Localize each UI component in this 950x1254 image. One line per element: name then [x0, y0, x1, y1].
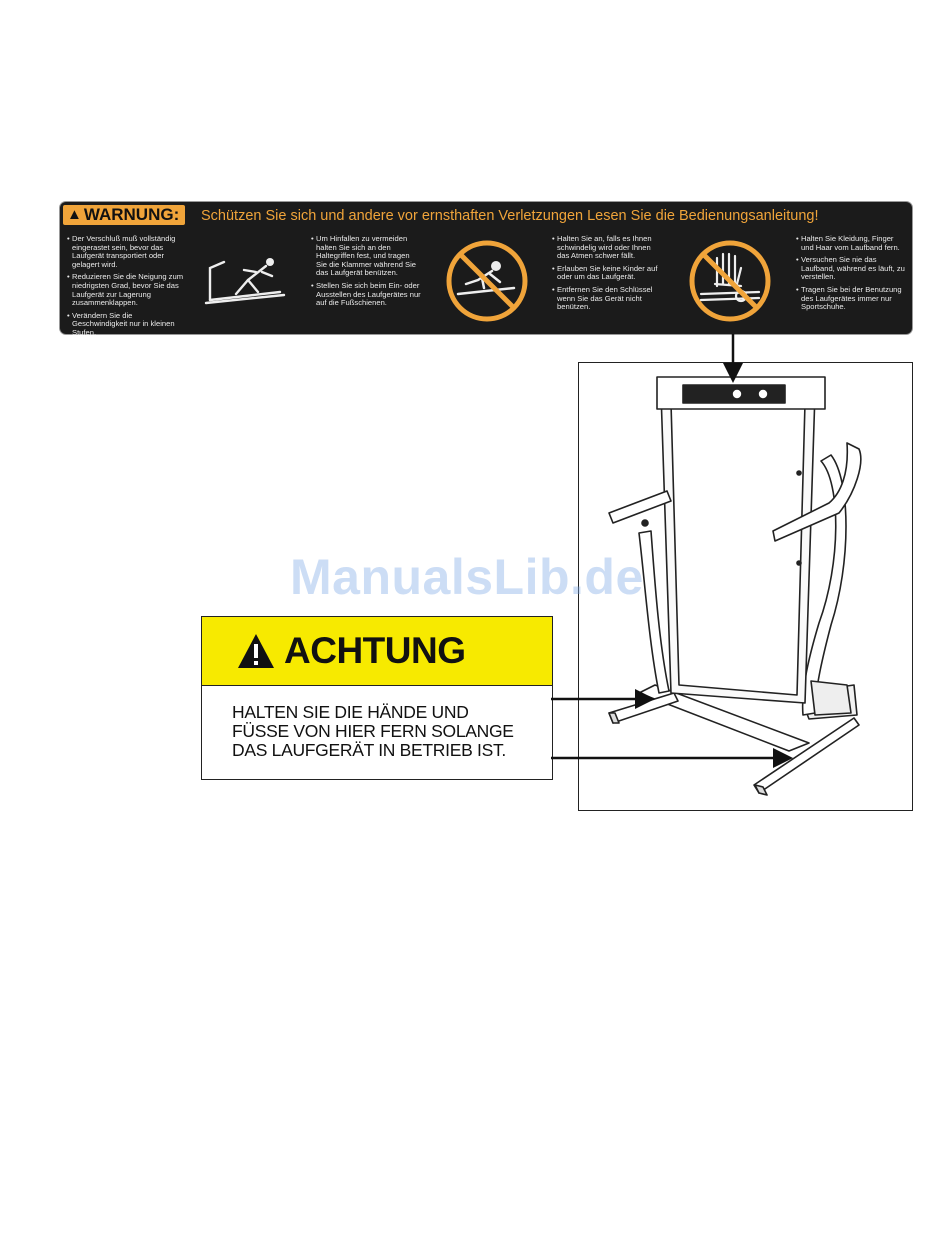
caution-text [202, 686, 552, 760]
caution-line: HALTEN SIE DIE HÄNDE UND [232, 702, 469, 722]
warning-triangle-icon: ▲ [67, 206, 82, 223]
warning-bullet: • Reduzieren Sie die Neigung zum niedrigsten Grad, bevor Sie das Laufgerät zur Lagerung zusammenklappen. [66, 273, 184, 307]
no-hands-icon [687, 238, 773, 324]
warning-bullet: • Tragen Sie bei der Benutzung des Laufgerätes immer nur Sportschuhe. [795, 286, 907, 312]
warning-bullet: • Verändern Sie die Geschwindigkeit nur in kleinen Stufen. [66, 312, 184, 338]
warning-bullet: • Entfernen Sie den Schlüssel wenn Sie das Gerät nicht benützen. [551, 286, 663, 312]
caution-label [201, 616, 553, 780]
warning-bullet: • Halten Sie an, falls es Ihnen schwindelig wird oder Ihnen das Atmen schwer fällt. [551, 235, 663, 261]
warning-banner [60, 202, 912, 337]
fall-hazard-icon [200, 250, 290, 306]
warning-column-3 [551, 235, 663, 316]
caution-label-header [202, 617, 552, 686]
warning-bullet: • Um Hinfallen zu vermeiden halten Sie sich an den Haltegriffen fest, und tragen Sie die Klammer während Sie das Laufgerät benützen. [310, 235, 422, 278]
warning-tag [63, 205, 185, 225]
warning-bullet: • Stellen Sie sich beim Ein- oder Ausstellen des Laufgerätes nur auf die Fußschienen. [310, 282, 422, 308]
warning-column-2 [310, 235, 422, 312]
warning-tag-label: WARNUNG: [83, 205, 180, 224]
warning-bullet: • Halten Sie Kleidung, Finger und Haar vom Laufband fern. [795, 235, 907, 252]
warning-column-4 [795, 235, 907, 316]
warning-bullet: • Der Verschluß muß vollständig eingerastet sein, bevor das Laufgerät transportiert oder gelagert wird. [66, 235, 184, 269]
caution-title: ACHTUNG [284, 630, 466, 671]
watermark: ManualsLib.de [290, 549, 644, 605]
warning-bullet: • Erlauben Sie keine Kinder auf oder um das Laufgerät. [551, 265, 663, 282]
warning-title: Schützen Sie sich und andere vor ernsthaften Verletzungen Lesen Sie die Bedienungsanleitung! [201, 208, 819, 224]
warning-bullet: • Versuchen Sie nie das Laufband, während es läuft, zu verstellen. [795, 256, 907, 282]
caution-line: FÜSSE VON HIER FERN SOLANGE [232, 721, 514, 741]
warning-column-1 [66, 235, 184, 342]
no-children-icon [444, 238, 530, 324]
warning-triangle-icon [236, 632, 276, 670]
caution-line: DAS LAUFGERÄT IN BETRIEB IST. [232, 740, 506, 760]
